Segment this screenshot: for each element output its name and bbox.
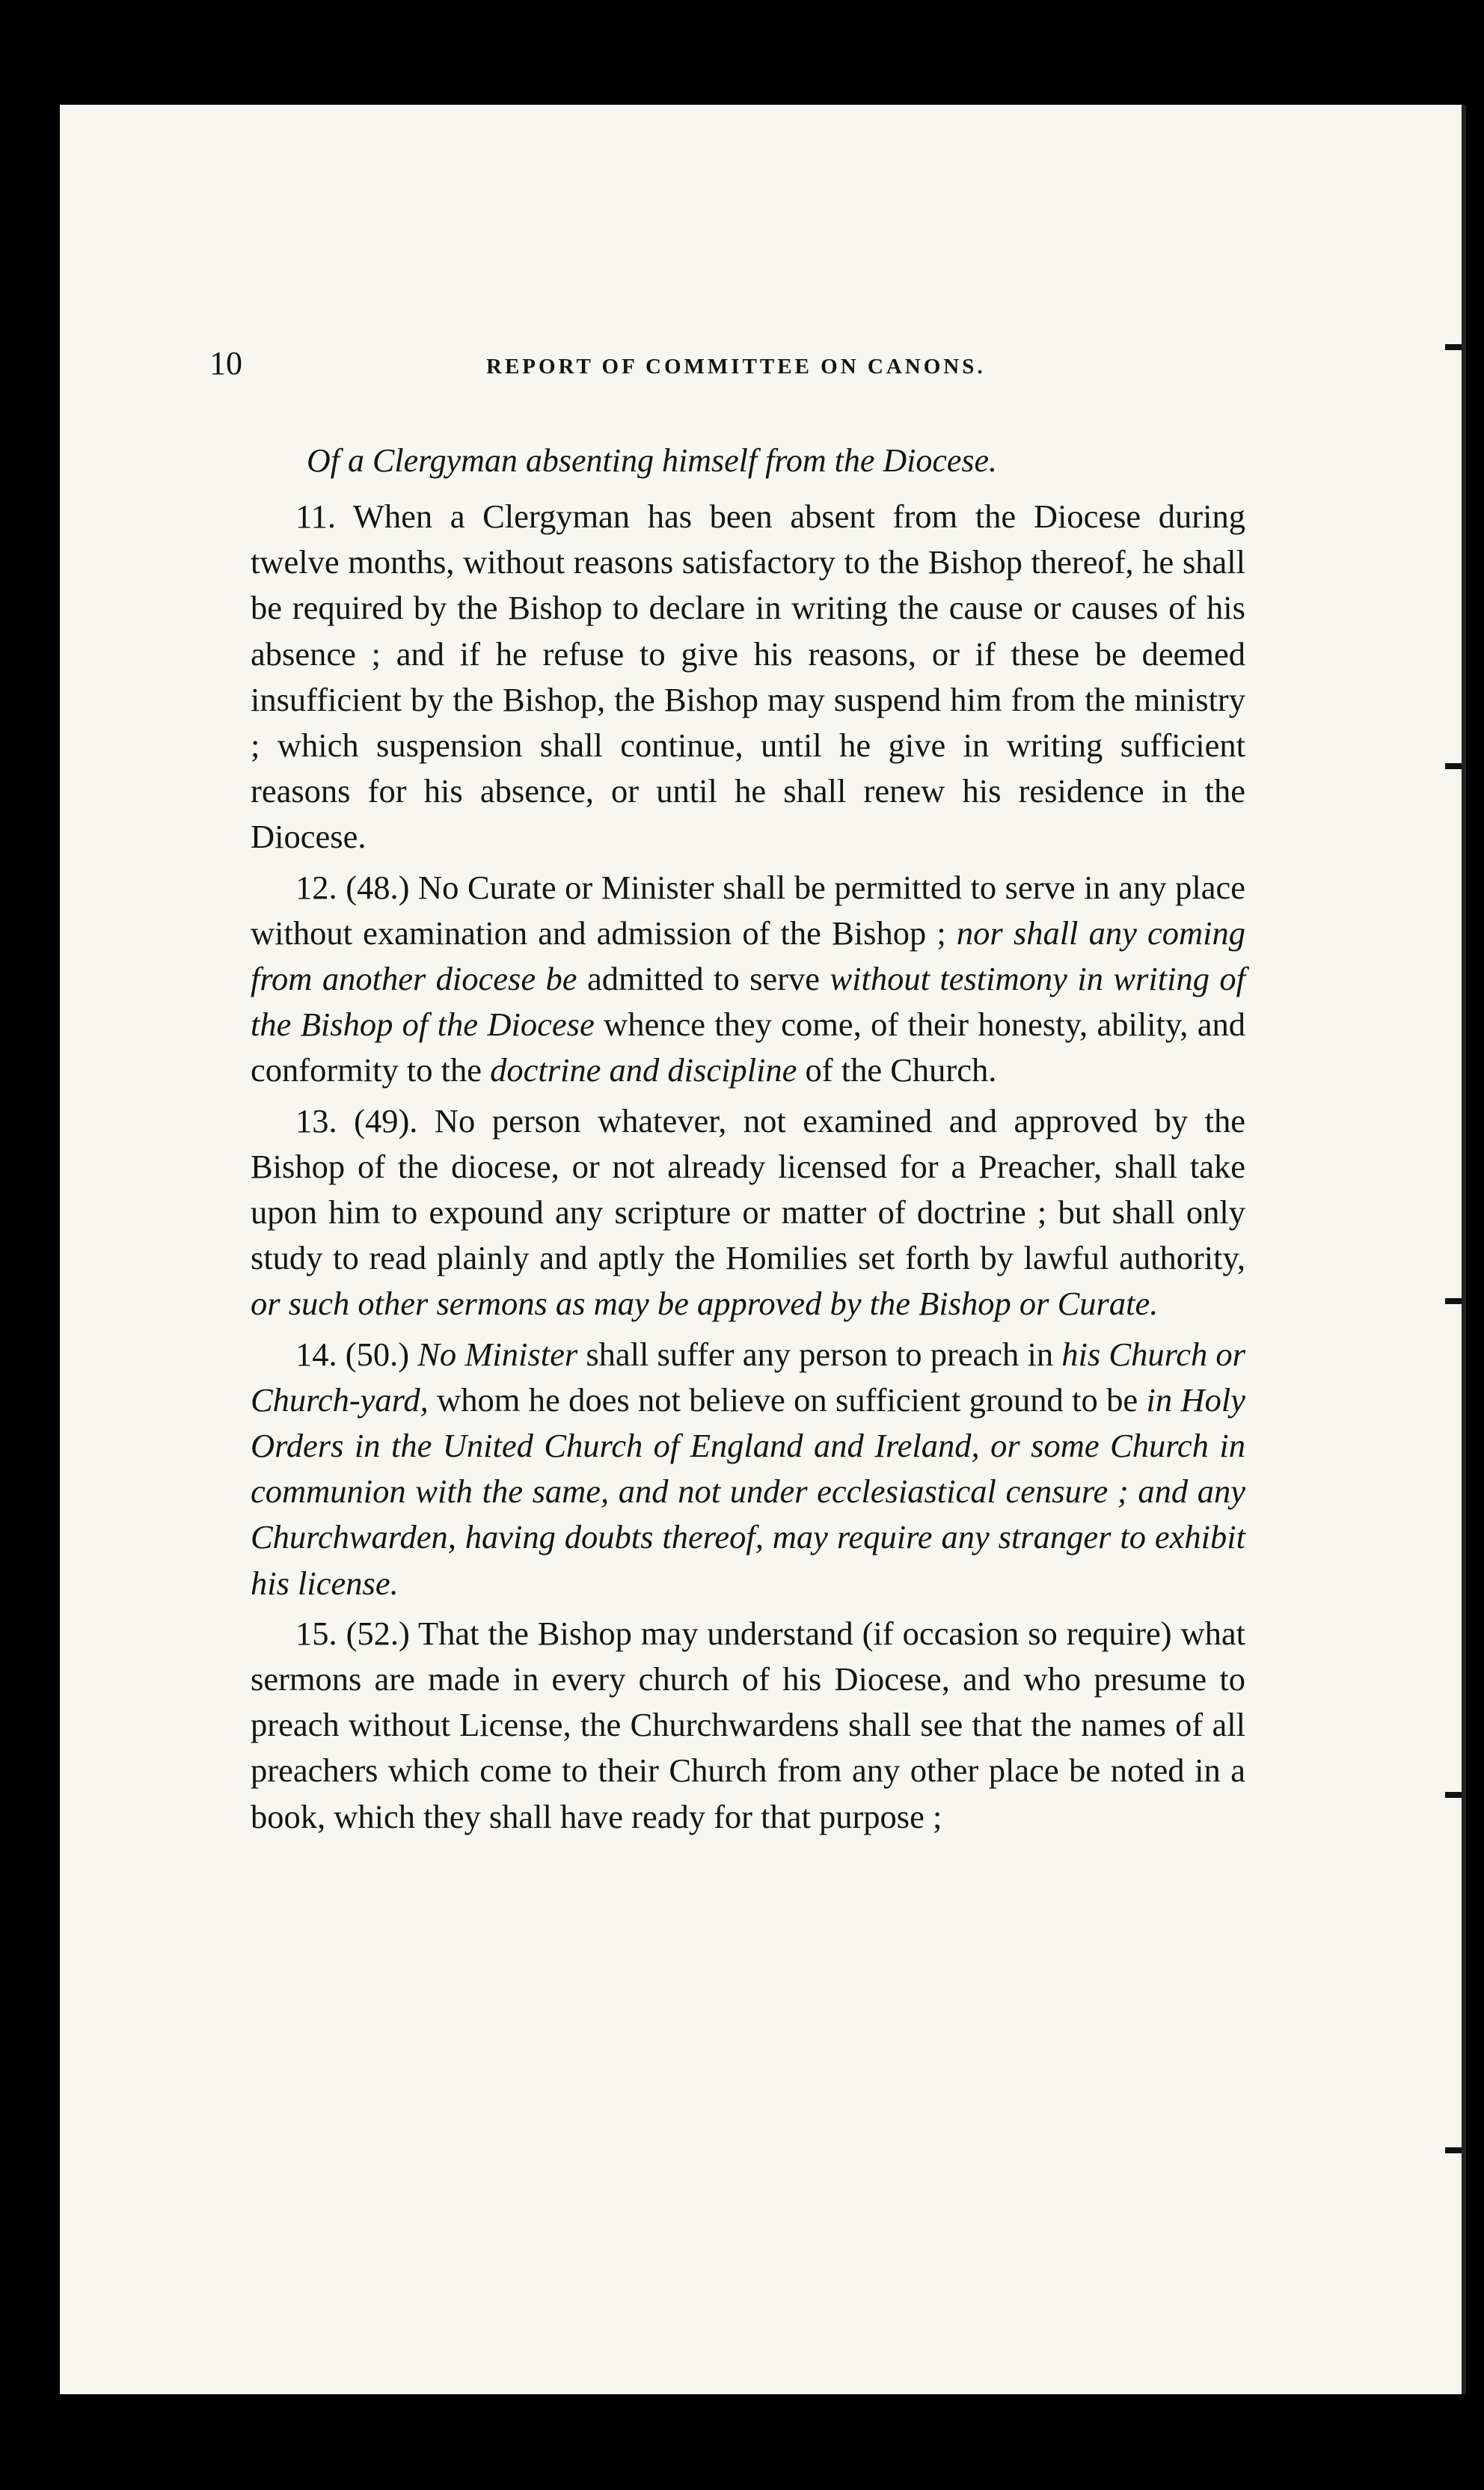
paragraph-11 bbox=[251, 494, 1245, 860]
binding-mark bbox=[1445, 763, 1462, 769]
italic-run: nor shall any coming from another diocese be bbox=[251, 914, 1245, 998]
paragraph-12 bbox=[251, 865, 1245, 1094]
text-run: 11. When a Clergyman has been absent from the Diocese during twelve months, without reasons satisfactory to the Bishop thereof, he shall be required by the Bishop to declare in writing the cause or causes of his absence ; and if he refuse to give his reasons, or if these be deemed insufficient by the Bishop, the Bishop may suspend him from the ministry ; which suspension shall continue, until he give in writing sufficient reasons for his absence, or until he shall renew his residence in the Diocese. bbox=[251, 498, 1245, 856]
italic-run: his Church or Church-yard, bbox=[251, 1335, 1245, 1419]
text-run: 13. (49). No person whatever, not examined and approved by the Bishop of the diocese, or not already licensed for a Preacher, shall take upon him to expound any scripture or matter of doctrine ; but shall only study to read plainly and aptly the Homilies set forth by lawful authority, bbox=[251, 1101, 1245, 1277]
page-number: 10 bbox=[209, 345, 242, 382]
italic-run: or such other sermons as may be approved by the Bishop or Curate. bbox=[251, 1285, 1159, 1323]
text-run: whom he does not believe on sufficient ground to be bbox=[428, 1380, 1147, 1419]
text-run: 15. (52.) That the Bishop may understand (if occasion so require) what sermons are made in every church of his Diocese, and who presume to preach without License, the Churchwardens shall see that the names of all preachers which come to their Church from any other place be noted in a book, which they shall have ready for that purpose ; bbox=[251, 1614, 1245, 1835]
paragraph-13 bbox=[251, 1098, 1245, 1327]
italic-run: in Holy Orders in the United Church of England and Ireland, or some Church in communion with the same, and not under ecclesiastical censure ; and any Churchwarden, having doubts thereof, may require any stranger to exhibit his license. bbox=[251, 1380, 1245, 1602]
paragraph-14 bbox=[251, 1332, 1245, 1606]
text-run: 14. (50.) bbox=[295, 1335, 418, 1373]
italic-run: without testimony in writing of the Bishop of the Diocese bbox=[251, 960, 1245, 1044]
text-run: shall suffer any person to preach in bbox=[577, 1335, 1062, 1373]
body-text bbox=[251, 494, 1245, 1844]
binding-mark bbox=[1445, 1298, 1462, 1304]
italic-run: No Minister bbox=[417, 1335, 578, 1373]
running-head: REPORT OF COMMITTEE ON CANONS. bbox=[486, 355, 986, 379]
section-heading: Of a Clergyman absenting himself from the Diocese. bbox=[307, 442, 998, 479]
text-run: whence they come, of their honesty, ability, and conformity to the bbox=[251, 1006, 1245, 1089]
text-run: admitted to serve bbox=[577, 960, 830, 998]
binding-mark bbox=[1445, 344, 1462, 350]
binding-mark bbox=[1445, 2147, 1462, 2153]
text-run: of the Church. bbox=[797, 1051, 997, 1089]
italic-run: doctrine and discipline bbox=[490, 1051, 797, 1089]
paragraph-15 bbox=[251, 1611, 1245, 1840]
text-run: 12. (48.) No Curate or Minister shall be permitted to serve in any place without examination and admission of the Bishop ; bbox=[251, 868, 1245, 952]
binding-mark bbox=[1445, 1792, 1462, 1798]
